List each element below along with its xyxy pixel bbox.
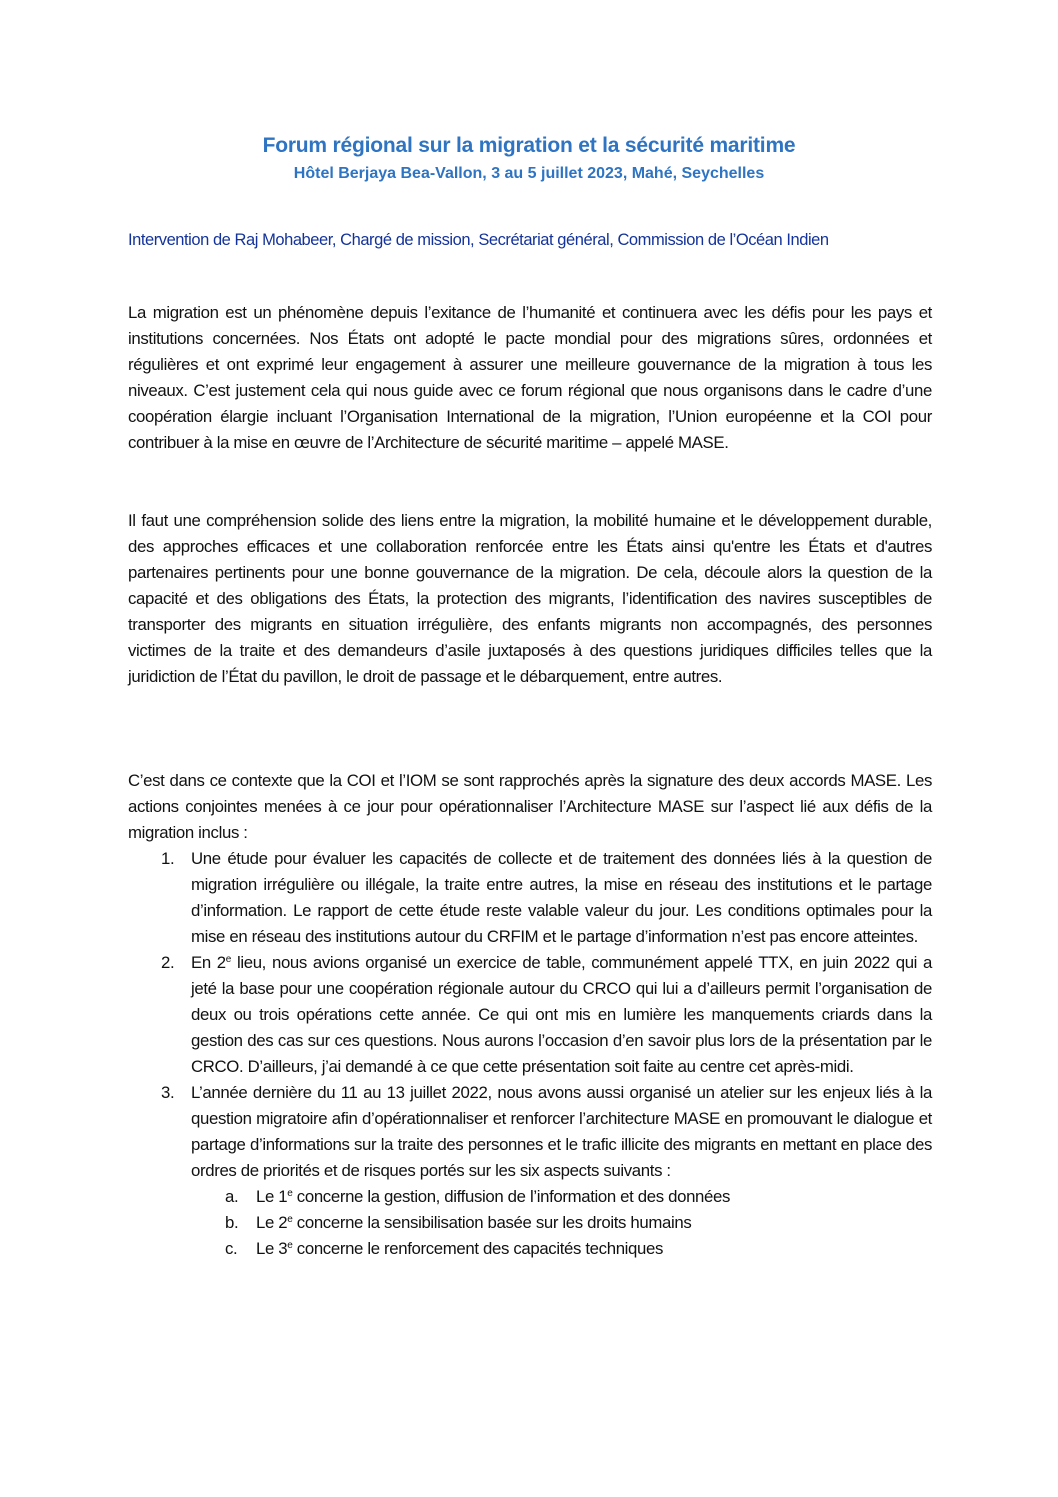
sublist-text: concerne la sensibilisation basée sur les droits humains	[292, 1213, 692, 1232]
sublist-prefix: Le 1	[256, 1187, 288, 1206]
document-subtitle: Hôtel Berjaya Bea-Vallon, 3 au 5 juillet 2023, Mahé, Seychelles	[293, 165, 765, 182]
list-marker: 2.	[161, 953, 175, 972]
document-title: Forum régional sur la migration et la sécurité maritime	[262, 134, 796, 157]
list-item-text: Une étude pour évaluer les capacités de collecte et de traitement des données liés à la question de migration irrégulière ou illégale, la traite entre autres, la mise en réseau des institutions et le partage d’information. Le rapport de cette étude reste valable valeur du jour. Les conditions optimales pour la mise en réseau des institutions autour du CRFIM et le partage d’information n’est pas encore atteintes.	[191, 849, 932, 946]
sublist-prefix: Le 2	[256, 1213, 288, 1232]
sublist-item	[128, 1236, 932, 1262]
ordinal-superscript: e	[287, 1214, 293, 1225]
ordinal-superscript: e	[225, 954, 231, 965]
sublist-marker: a.	[225, 1187, 239, 1206]
list-marker: 1.	[161, 849, 175, 868]
intervention-heading: Intervention de Raj Mohabeer, Chargé de mission, Secrétariat général, Commission de l’Océan Indien	[128, 231, 829, 249]
paragraph-2: Il faut une compréhension solide des liens entre la migration, la mobilité humaine et le développement durable, des approches efficaces et une collaboration renforcée entre les États ainsi qu'entre les États et d'autres partenaires pertinents pour une bonne gouvernance de la migration. De cela, découle alors la question de la capacité et des obligations des États, la protection des migrants, l’identification des navires susceptibles de transporter des migrants en situation irrégulière, des enfants migrants non accompagnés, des personnes victimes de la traite et des demandeurs d’asile juxtaposés à des questions juridiques difficiles telles que la juridiction de l’État du pavillon, le droit de passage et le débarquement, entre autres.	[128, 511, 932, 686]
paragraph-1: La migration est un phénomène depuis l’exitance de l’humanité et continuera avec les défis pour les pays et institutions concernées. Nos États ont adopté le pacte mondial pour des migrations sûres, ordonnées et régulières et ont exprimé leur engagement à assurer une meilleure gouvernance de la migration à tous les niveaux. C’est justement cela qui nous guide avec ce forum régional que nous organisons dans le cadre d’une coopération élargie incluant l’Organisation International de la migration, l’Union européenne et la COI pour contribuer à la mise en œuvre de l’Architecture de sécurité maritime – appelé MASE.	[128, 303, 932, 452]
list-item	[128, 846, 932, 950]
list-item	[128, 950, 932, 1080]
ordinal-superscript: e	[287, 1188, 293, 1199]
sublist-marker: b.	[225, 1213, 239, 1232]
aspects-sublist	[191, 1184, 932, 1262]
list-item-text: L’année dernière du 11 au 13 juillet 2022, nous avons aussi organisé un atelier sur les enjeux liés à la question migratoire afin d’opérationnaliser et renforcer l’architecture MASE en promouvant le dialogue et partage d’informations sur la traite des personnes et le trafic illicite des migrants en mettant en place des ordres de priorités et de risques portés sur les six aspects suivants :	[191, 1083, 932, 1180]
ordinal-superscript: e	[287, 1240, 293, 1251]
sublist-marker: c.	[225, 1239, 238, 1258]
paragraph-3: C’est dans ce contexte que la COI et l’IOM se sont rapprochés après la signature des deux accords MASE. Les actions conjointes menées à ce jour pour opérationnaliser l’Architecture MASE sur l’aspect lié aux défis de la migration inclus :	[128, 771, 932, 842]
list-item-text-prefix: En 2	[191, 953, 226, 972]
list-item-text: lieu, nous avions organisé un exercice de table, communément appelé TTX, en juin 2022 qui a jeté la base pour une coopération régionale autour du CRCO qui lui a d’ailleurs permit l’organisation de deux ou trois opérations cette année. Ce qui ont mis en lumière les manquements criards dans la gestion des cas sur ces questions. Nous aurons l’occasion d’en savoir plus lors de la présentation par le CRCO. D’ailleurs, j’ai demandé à ce que cette présentation soit faite au centre cet après-midi.	[191, 953, 933, 1076]
sublist-text: concerne le renforcement des capacités techniques	[292, 1239, 664, 1258]
sublist-prefix: Le 3	[256, 1239, 288, 1258]
list-item	[128, 1080, 932, 1262]
sublist-item	[128, 1184, 932, 1210]
sublist-text: concerne la gestion, diffusion de l’information et des données	[292, 1187, 731, 1206]
sublist-item	[128, 1210, 932, 1236]
actions-list	[128, 846, 932, 1262]
list-marker: 3.	[161, 1083, 175, 1102]
